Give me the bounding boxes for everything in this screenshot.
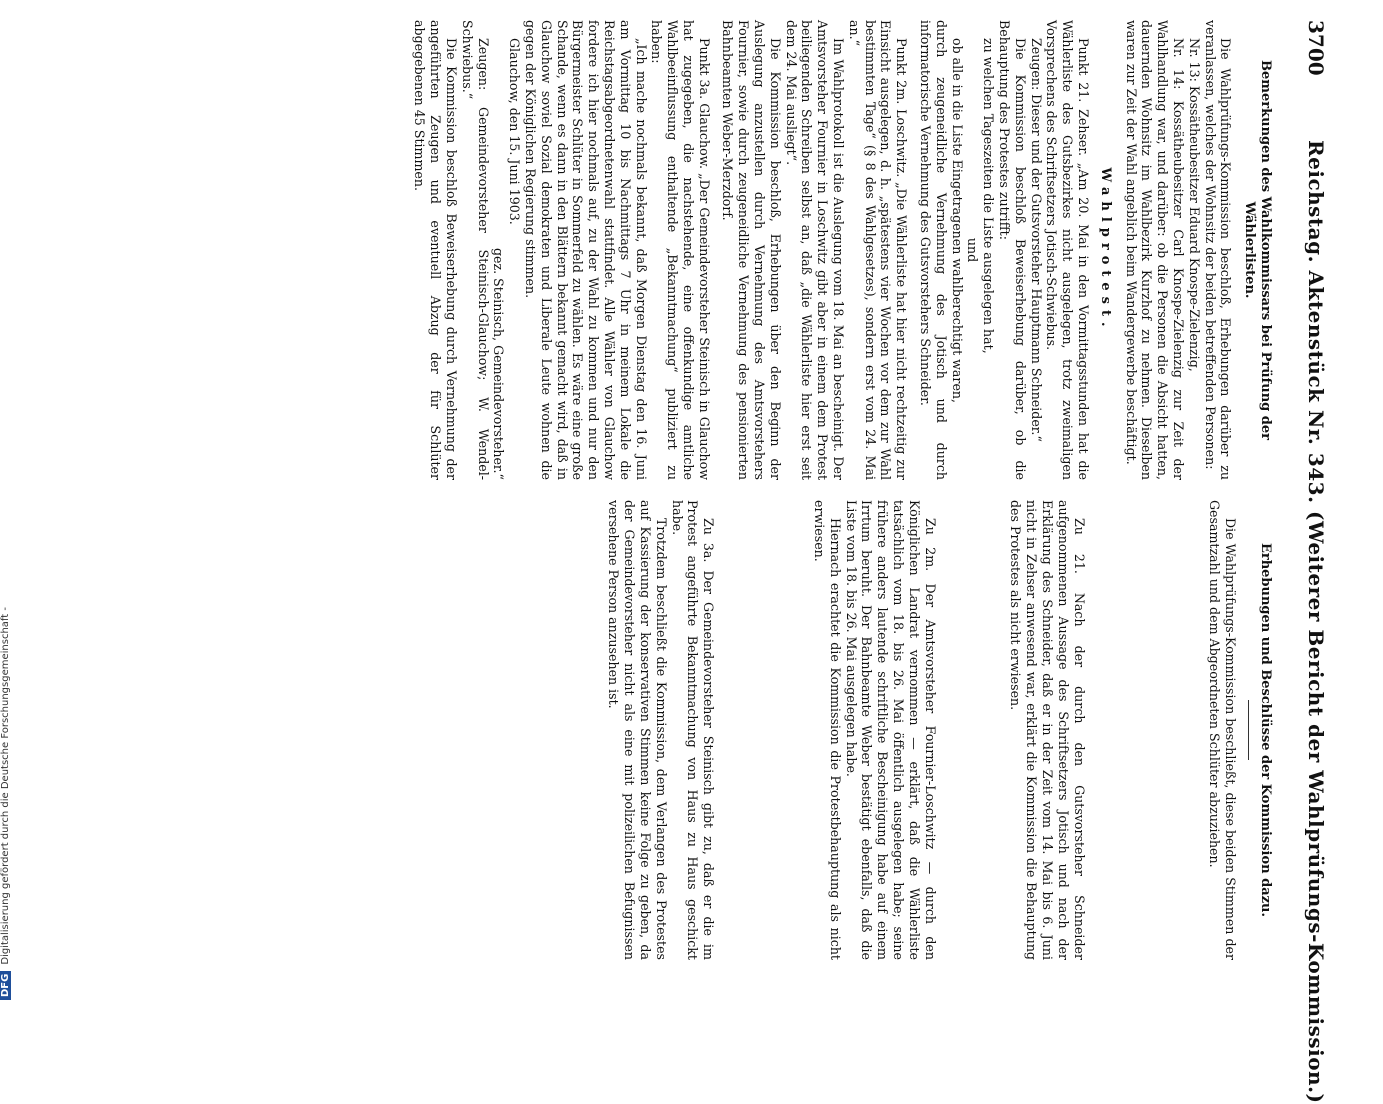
left-column-heading: Bemerkungen des Wahlkommissars bei Prüfung der Wählerlisten.	[1242, 60, 1273, 440]
divider	[1248, 700, 1249, 760]
paragraph: Die Kommission beschloß Beweiserhebung durch Vernehmung der angeführten Zeugen und eventuell Abzug der für Schlüter abgegebenen 45 Stimmen.	[412, 20, 459, 480]
paragraph: gez. Steinisch, Gemeindevorsteher.“	[491, 248, 507, 480]
paragraph: Punkt 21. Zehser. „Am 20. Mai in den Vormittagsstunden hat die Wählerliste des Gutsbezirkes nicht ausgelegen, trotz zweimaligen Vorsprechens des Schriftsetzers Jotisch-Schwiebus.	[1044, 20, 1092, 480]
paragraph: Hiernach erachtet die Kommission die Protestbehauptung als nicht erwiesen.	[812, 500, 843, 960]
dfg-logo: DFG	[0, 971, 11, 1000]
paragraph: ob alle in die Liste Eingetragenen wahlberechtigt waren,	[949, 38, 965, 404]
paragraph: Nr. 13: Kossätheubesitzer Eduard Knospe-Zielenzig,	[1186, 38, 1202, 372]
paragraph: Nr. 14: Kossätheubesitzer Carl Knospe-Zielenzig zur Zeit der Wahlhandlung war, und darüber: ob die Personen die Absicht hatten, dauernden Wohnsitz im Wahlbezirk Kurzhof zu nehmen. Dieselben waren zur Zeit der Wahl angeblich beim Wandergewerbe beschäftigt.	[1123, 20, 1187, 480]
paragraph: Zu 3a. Der Gemeindevorsteher Steinisch gibt zu, daß er die im Protest angeführte Bekanntmachung von Haus zu Haus geschickt habe.	[669, 500, 717, 960]
digitization-credit	[0, 0, 18, 1000]
paragraph: Punkt 3a. Glauchow. „Der Gemeindevorsteher Steinisch in Glauchow hat zugegeben, die nachstehende, eine offenkundige amtliche Wahlbeeinflussung enthaltende „Bekanntmachung“ publiziert zu haben:	[649, 20, 712, 480]
paragraph: und	[965, 237, 981, 263]
paragraph: Zeugen: Dieser und der Gutsvorsteher Hauptmann Schneider.“	[1028, 38, 1044, 442]
section-heading: Wahlprotest.	[1097, 167, 1113, 333]
paragraph: Glauchow, den 15. Juni 1903.	[507, 38, 523, 225]
paragraph: Die Wahlprüfungs-Kommission beschließt, diese beiden Stimmen der Gesamtzahl und dem Abgeordneten Schlüter abzuziehen.	[1207, 500, 1239, 960]
right-column	[606, 500, 1273, 960]
paragraph: Zu 21. Nach der durch den Gutsvorsteher Schneider aufgenommenen Aussage des Schriftsetzers Jotisch und nach der Erklärung des Schneider, daß er in der Zeit vom 14. Mai bis 6. Juni nicht in Zehser anwesend war, erklärt die Kommission die Behauptung des Protestes als nicht erwiesen.	[1008, 500, 1087, 960]
paragraph: Zu 2m. Der Amtsvorsteher Fournier-Loschwitz — durch den Königlichen Landrat vernommen — erklärt, daß die Wählerliste tatsächlich vom 18. bis 26. Mai öffentlich ausgelegen habe; seine frühere anders lautende schriftliche Bescheinigung habe auf einem Irrtum beruht. Der Bahnbeamte Weber bestätigt ebenfalls, daß die Liste vom 18. bis 26. Mai ausgelegen habe.	[843, 500, 938, 960]
paragraph: Die Kommission beschloß, Erhebungen über den Beginn der Auslegung anzustellen durch Vernehmung des Amtsvorstehers Fournier, sowie durch zeugeneidliche Vernehmung des pensionierten Bahnbeamten Weber-Merzdorf.	[720, 20, 783, 480]
paragraph: Die Wahlprüfungs-Kommission beschloß, Erhebungen darüber zu veranlassen, welches der Wohnsitz der beiden betreffenden Personen:	[1202, 20, 1234, 480]
page-number: 3700	[1304, 20, 1328, 76]
paragraph: „Ich mache nochmals bekannt, daß Morgen Dienstag den 16. Juni am Vormittag 10 bis Nachmittags 7 Uhr in meinem Lokale die Reichstagsabgeordnetenwahl stattfindet. Alle Wähler von Glauchow fordere ich hier nochmals auf, zu der Wahl zu kommen und nur den Bürgermeister Schlüter in Sommerfeld zu wählen. Es wäre eine große Schande, wenn es dann in den Blättern bekannt gemacht wird, daß in Glauchow soviel Sozial demokraten und Liberale Leute wohnen die gegen der Königlichen Regierung stimmen.	[522, 20, 649, 480]
paragraph: Zeugen: Gemeindevorsteher Steinisch-Glauchow; W. Wendel-Schwiebus.“	[459, 20, 491, 480]
paragraph: Die Kommission beschloß Beweiserhebung darüber, ob die Behauptung des Protestes zutrifft:	[997, 20, 1028, 480]
right-column-heading: Erhebungen und Beschlüsse der Kommission dazu.	[1258, 542, 1273, 918]
paragraph: Punkt 2m. Loschwitz. „Die Wählerliste hat hier nicht rechtzeitig zur Einsicht ausgelegen, d. h. „spätestens vier Wochen vor dem zur Wahl bestimmten Tage“ (§ 8 des Wahlgesetzes), sondern erst vom 24. Mai an.“	[846, 20, 910, 480]
paragraph: durch zeugeneidliche Vernehmung des Jotisch und durch informatorische Vernehmung des Gutsvorstehers Schneider.	[918, 20, 949, 480]
left-column	[412, 20, 1273, 480]
page-title: Reichstag. Aktenstück Nr. 343. (Weiterer Bericht der Wahlprüfungs-Kommission.)	[1304, 140, 1328, 1104]
paragraph: Im Wahlprotokoll ist die Auslegung vom 18. Mai an bescheinigt. Der Amtsvorsteher Fournier in Loschwitz gibt aber in einem dem Protest beiliegenden Schreiben selbst an, daß „die Wählerliste hier erst seit dem 24. Mai ausliegt“.	[783, 20, 847, 480]
credit-text: Digitalisierung gefördert durch die Deutsche Forschungsgemeinschaft -	[0, 607, 11, 965]
paragraph: zu welchen Tageszeiten die Liste ausgelegen hat,	[981, 38, 997, 354]
page-header	[1288, 20, 1328, 1104]
paragraph: Trotzdem beschließt die Kommission, dem Verlangen des Protestes auf Kassierung der konservativen Stimmen keine Folge zu geben, da der Gemeindevorsteher nicht als eine mit polizeilichen Befugnissen versehene Person anzusehen ist.	[606, 500, 669, 960]
